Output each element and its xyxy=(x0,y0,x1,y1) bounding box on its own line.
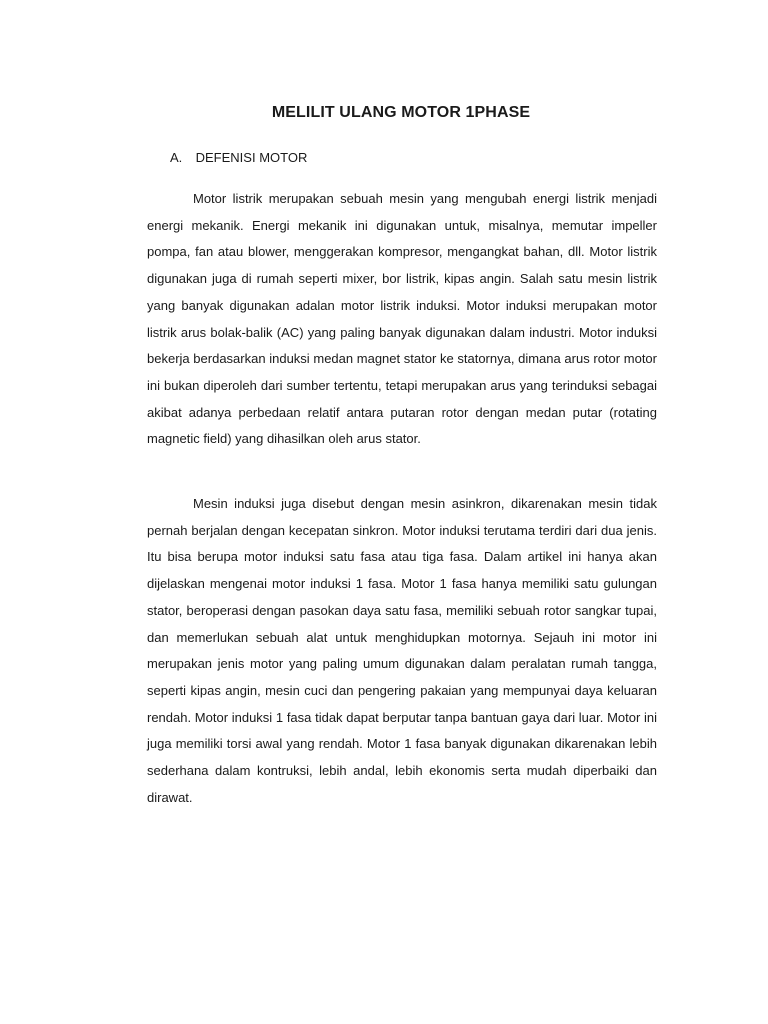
body-paragraph-2: Mesin induksi juga disebut dengan mesin asinkron, dikarenakan mesin tidak pernah berjalan dengan kecepatan sinkron. Motor induksi terutama terdiri dari dua jenis. Itu bisa berupa motor induksi satu fasa atau tiga fasa. Dalam artikel ini hanya akan dijelaskan mengenai motor induksi 1 fasa. Motor 1 fasa hanya memiliki satu gulungan stator, beroperasi dengan pasokan daya satu fasa, memiliki sebuah rotor sangkar tupai, dan memerlukan sebuah alat untuk menghidupkan motornya. Sejauh ini motor ini merupakan jenis motor yang paling umum digunakan dalam peralatan rumah tangga, seperti kipas angin, mesin cuci dan pengering pakaian yang mempunyai daya keluaran rendah. Motor induksi 1 fasa tidak dapat berputar tanpa bantuan gaya dari luar. Motor ini juga memiliki torsi awal yang rendah. Motor 1 fasa banyak digunakan dikarenakan lebih sederhana dalam kontruksi, lebih andal, lebih ekonomis serta mudah diperbaiki dan dirawat. xyxy=(147,496,657,805)
section-number: A. xyxy=(170,150,183,165)
section-heading xyxy=(170,150,307,165)
document-title: MELILIT ULANG MOTOR 1PHASE xyxy=(271,104,531,121)
body-paragraph-1: Motor listrik merupakan sebuah mesin yang mengubah energi listrik menjadi energi mekanik. Energi mekanik ini digunakan untuk, misalnya, memutar impeller pompa, fan atau blower, menggerakan kompresor, mengangkat bahan, dll. Motor listrik digunakan juga di rumah seperti mixer, bor listrik, kipas angin. Salah satu mesin listrik yang banyak digunakan adalan motor listrik induksi. Motor induksi merupakan motor listrik arus bolak-balik (AC) yang paling banyak digunakan dalam industri. Motor induksi bekerja berdasarkan induksi medan magnet stator ke statornya, dimana arus rotor motor ini bukan diperoleh dari sumber tertentu, tetapi merupakan arus yang terinduksi sebagai akibat adanya perbedaan relatif antara putaran rotor dengan medan putar (rotating magnetic field) yang dihasilkan oleh arus stator. xyxy=(147,191,657,447)
section-title: DEFENISI MOTOR xyxy=(195,150,308,165)
